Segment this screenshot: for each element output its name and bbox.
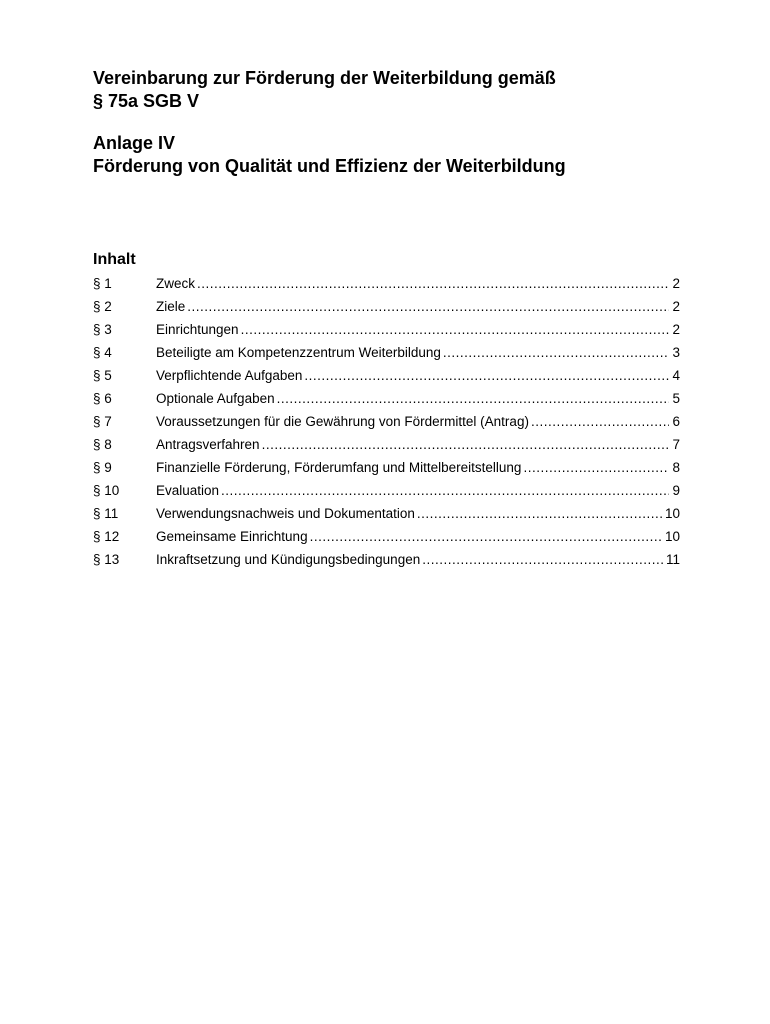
toc-entry[interactable] — [93, 341, 680, 364]
toc-section-title: Optionale Aufgaben — [156, 391, 275, 406]
toc-entry[interactable] — [93, 410, 680, 433]
toc-section-title: Finanzielle Förderung, Förderumfang und Mittelbereitstellung — [156, 460, 522, 475]
toc-section-number: § 4 — [93, 345, 112, 360]
toc-entry[interactable] — [93, 433, 680, 456]
toc-entry[interactable] — [93, 525, 680, 548]
toc-dot-leader — [221, 479, 669, 502]
toc-page-number: 10 — [664, 529, 680, 544]
toc-section-title: Einrichtungen — [156, 322, 239, 337]
toc-section-title: Antragsverfahren — [156, 437, 260, 452]
toc-section-title: Gemeinsame Einrichtung — [156, 529, 308, 544]
toc-section-number: § 9 — [93, 460, 112, 475]
toc-entry[interactable] — [93, 364, 680, 387]
toc-section-number: § 7 — [93, 414, 112, 429]
toc-page-number: 8 — [672, 460, 680, 475]
annex-label: Anlage IV — [93, 133, 176, 153]
toc-dot-leader — [523, 456, 669, 479]
toc-dot-leader — [277, 387, 670, 410]
annex-subtitle: Förderung von Qualität und Effizienz der Weiterbildung — [93, 156, 566, 176]
toc-page-number: 11 — [665, 552, 680, 567]
toc-section-number: § 13 — [93, 552, 120, 567]
toc-section-title: Verwendungsnachweis und Dokumentation — [156, 506, 415, 521]
toc-section-number: § 2 — [93, 299, 112, 314]
toc-entry[interactable] — [93, 502, 680, 525]
annex-heading — [93, 132, 693, 178]
toc-page-number: 6 — [672, 414, 680, 429]
toc-page-number: 7 — [672, 437, 680, 452]
document-title-line-2: § 75a SGB V — [93, 91, 200, 111]
toc-dot-leader — [187, 295, 669, 318]
toc-entry[interactable] — [93, 456, 680, 479]
toc-page-number: 2 — [672, 276, 680, 291]
toc-page-number: 2 — [672, 322, 680, 337]
toc-section-title: Inkraftsetzung und Kündigungsbedingungen — [156, 552, 421, 567]
toc-section-title: Voraussetzungen für die Gewährung von Fördermittel (Antrag) — [156, 414, 529, 429]
toc-dot-leader — [262, 433, 670, 456]
toc-entry[interactable] — [93, 295, 680, 318]
toc-dot-leader — [422, 548, 663, 571]
toc-section-title: Evaluation — [156, 483, 220, 498]
toc-dot-leader — [197, 272, 669, 295]
toc-page-number: 10 — [664, 506, 680, 521]
toc-page-number: 5 — [672, 391, 680, 406]
document-title-line-1: Vereinbarung zur Förderung der Weiterbildung gemäß — [93, 68, 556, 88]
toc-entry[interactable] — [93, 318, 680, 341]
toc-section-title: Verpflichtende Aufgaben — [156, 368, 303, 383]
toc-page-number: 4 — [672, 368, 680, 383]
toc-section-title: Zweck — [156, 276, 196, 291]
toc-entry[interactable] — [93, 479, 680, 502]
toc-section-title: Ziele — [156, 299, 186, 314]
toc-entry[interactable] — [93, 387, 680, 410]
toc-dot-leader — [443, 341, 670, 364]
toc-section-number: § 1 — [93, 276, 112, 291]
toc-dot-leader — [310, 525, 662, 548]
toc-entry[interactable] — [93, 272, 680, 295]
toc-section-number: § 8 — [93, 437, 112, 452]
toc-section-number: § 10 — [93, 483, 120, 498]
toc-section-number: § 5 — [93, 368, 112, 383]
toc-section-number: § 11 — [93, 506, 119, 521]
toc-page-number: 9 — [672, 483, 680, 498]
toc-section-title: Beteiligte am Kompetenzzentrum Weiterbildung — [156, 345, 441, 360]
document-title — [93, 67, 693, 113]
toc-entry[interactable] — [93, 548, 680, 571]
contents-heading: Inhalt — [93, 251, 136, 268]
toc-dot-leader — [241, 318, 670, 341]
toc-section-number: § 3 — [93, 322, 112, 337]
toc-dot-leader — [531, 410, 670, 433]
toc-section-number: § 12 — [93, 529, 120, 544]
toc-dot-leader — [304, 364, 669, 387]
table-of-contents — [93, 272, 680, 571]
toc-dot-leader — [417, 502, 662, 525]
toc-page-number: 2 — [672, 299, 680, 314]
toc-section-number: § 6 — [93, 391, 112, 406]
toc-page-number: 3 — [672, 345, 680, 360]
